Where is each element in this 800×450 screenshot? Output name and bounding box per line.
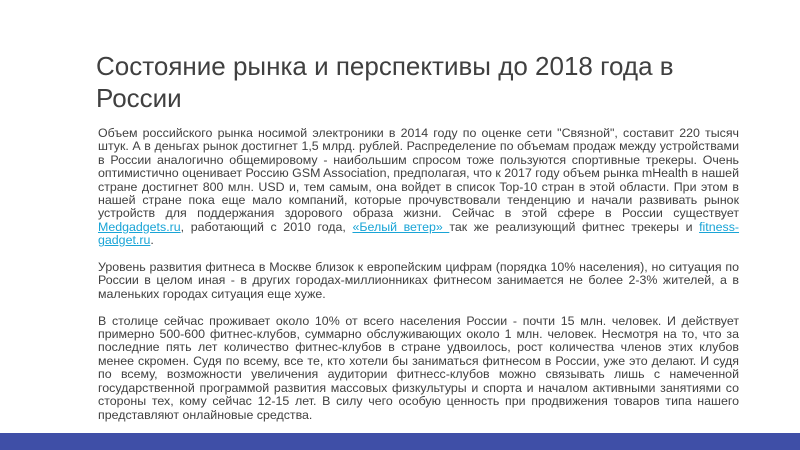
paragraph-text: . — [150, 233, 154, 248]
paragraph-text: так же реализующий фитнес трекеры и — [449, 219, 700, 234]
paragraph-text: , работающий с 2010 года, — [180, 219, 353, 234]
slide-body — [98, 127, 739, 435]
slide-title: Состояние рынка и перспективы до 2018 года в России — [96, 51, 674, 113]
paragraph-market-overview — [98, 127, 739, 248]
paragraph-text: Объем российского рынка носимой электроники в 2014 году по оценке сети "Связной", составит 220 тысяч штук. А в деньгах рынок достигнет 1,5 млрд. рублей. Распределение по объемам продаж между устройствами в России аналогично общемировому - наибольшим спросом тоже пользуются спортивные трекеры. Очень оптимистично оценивает Россию GSM Association, предполагая, что к 2017 году объем рынка mHealth в нашей стране достигнет 800 млн. USD и, тем самым, она войдет в список Top-10 стран в этой области. При этом в нашей стране пока еще мало компаний, которые прочувствовали тенденцию и начали развивать рынок устройств для поддержания здорового образа жизни. Сейчас в этой сфере в России существует — [98, 126, 739, 221]
link-medgadgets[interactable]: Medgadgets.ru — [98, 219, 181, 234]
link-fitness-gadget[interactable]: fitness-gadget.ru — [98, 219, 740, 248]
link-beliy-veter[interactable]: «Белый ветер» — [352, 219, 450, 234]
paragraph-fitness-level: Уровень развития фитнеса в Москве близок к европейским цифрам (порядка 10% населения), но ситуация по России в целом иная - в других городах-миллионниках фитнесом занимается не более 2-3% жителей, а в маленьких городах ситуация еще хуже. — [98, 260, 739, 301]
footer-bar — [0, 433, 800, 450]
paragraph-moscow-stats: В столице сейчас проживает около 10% от всего населения России - почти 15 млн. человек. И действует примерно 500-600 фитнес-клубов, суммарно обслуживающих около 1 млн. человек. Несмотря на то, что за последние пять лет количество фитнес-клубов в стране удвоилось, рост количества членов этих клубов менее скромен. Судя по всему, все те, кто хотели бы заниматься фитнесом в России, уже это делают. И судя по всему, возможности увеличения аудитории фитнесс-клубов можно связывать лишь с намеченной государственной программой развития массовых физкультуры и спорта и началом активными занятиями со стороны тех, кому сейчас 12-15 лет. В силу чего особую ценность при продвижения товаров типа нашего представляют онлайновые средства. — [98, 313, 739, 422]
